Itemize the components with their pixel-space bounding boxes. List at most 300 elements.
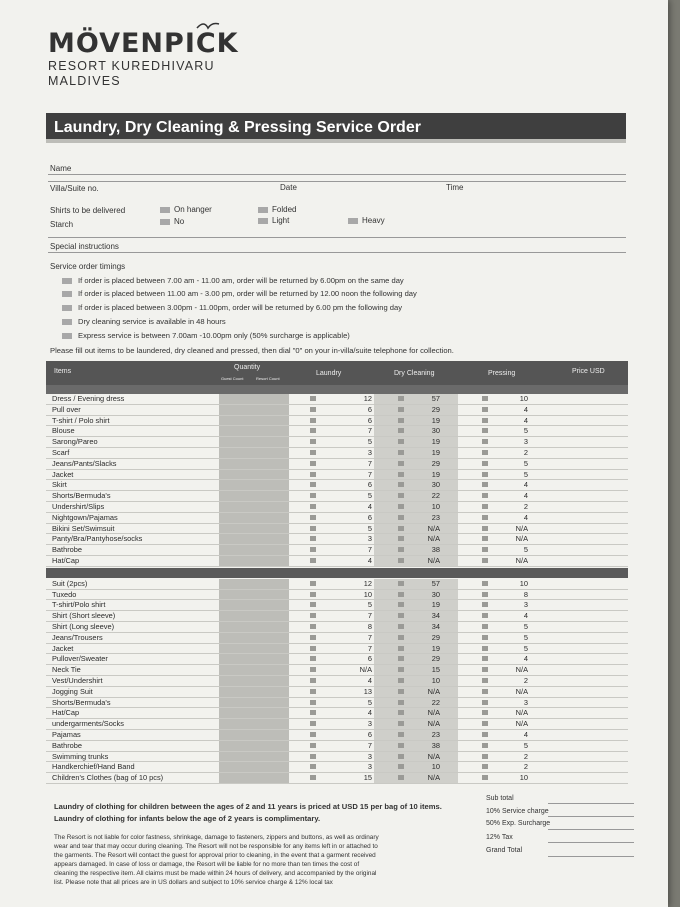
- checkbox-icon[interactable]: [482, 602, 488, 607]
- dry-cleaning-cell: [374, 491, 458, 501]
- laundry-price: 7: [367, 632, 372, 642]
- checkbox-icon[interactable]: [398, 515, 404, 520]
- order-table: [46, 361, 628, 784]
- col-quantity: Quantity: [234, 364, 261, 371]
- dry-cleaning-price: N/A: [427, 751, 440, 761]
- pressing-price: 2: [523, 762, 528, 772]
- item-name: Jacket: [52, 469, 74, 479]
- item-name: Children's Clothes (bag of 10 pcs): [52, 773, 164, 783]
- table-row: [46, 513, 628, 524]
- dry-cleaning-price: 10: [431, 762, 440, 772]
- checkbox-icon[interactable]: [482, 721, 488, 726]
- table-row: [46, 426, 628, 437]
- quantity-cell[interactable]: [219, 513, 289, 523]
- table-row: [46, 665, 628, 676]
- timing-text: If order is placed between 7.00 am - 11.00 am, order will be returned by 6.00pm on the same day: [78, 276, 404, 285]
- item-name: Suit (2pcs): [52, 578, 88, 588]
- checkbox-icon[interactable]: [482, 700, 488, 705]
- option-label: No: [174, 217, 185, 226]
- laundry-price: 5: [367, 697, 372, 707]
- checkbox-icon[interactable]: [398, 743, 404, 748]
- ladies-section: [46, 394, 628, 567]
- instruction-text: Please fill out items to be laundered, dry cleaned and pressed, then dial "0" on your in-villa/suite telephone for collection.: [50, 346, 454, 355]
- dry-cleaning-cell: [374, 762, 458, 772]
- laundry-price: 6: [367, 415, 372, 425]
- dry-cleaning-price: N/A: [427, 708, 440, 718]
- laundry-price: 3: [367, 751, 372, 761]
- checkbox-icon: [160, 207, 170, 213]
- shirts-folded-option[interactable]: [258, 205, 296, 214]
- table-row: [46, 600, 628, 611]
- checkbox-icon[interactable]: [398, 592, 404, 597]
- pressing-price: 10: [519, 578, 528, 588]
- express-option[interactable]: [62, 331, 350, 340]
- checkbox-icon[interactable]: [398, 439, 404, 444]
- quantity-cell[interactable]: [219, 502, 289, 512]
- dry-cleaning-price: N/A: [427, 686, 440, 696]
- quantity-cell[interactable]: [219, 448, 289, 458]
- laundry-price: 7: [367, 611, 372, 621]
- dry-cleaning-cell: [374, 405, 458, 415]
- checkbox-icon[interactable]: [482, 439, 488, 444]
- checkbox-icon[interactable]: [482, 482, 488, 487]
- dry-cleaning-price: N/A: [427, 719, 440, 729]
- shirts-hanger-option[interactable]: [160, 205, 212, 214]
- quantity-cell[interactable]: [219, 405, 289, 415]
- checkbox-icon[interactable]: [482, 472, 488, 477]
- item-name: undergarments/Socks: [52, 719, 124, 729]
- quantity-cell[interactable]: [219, 426, 289, 436]
- checkbox-icon[interactable]: [482, 581, 488, 586]
- service-charge-field[interactable]: [548, 816, 634, 817]
- item-name: Shirt (Short sleeve): [52, 611, 116, 621]
- children-note: Laundry of clothing for children between the ages of 2 and 11 years is priced at USD 15 per bag of 10 items.: [54, 802, 442, 811]
- laundry-price: 5: [367, 600, 372, 610]
- quantity-cell[interactable]: [219, 600, 289, 610]
- pressing-price: 2: [523, 675, 528, 685]
- checkbox-icon[interactable]: [482, 656, 488, 661]
- checkbox-icon[interactable]: [398, 493, 404, 498]
- brand-line1: RESORT KUREDHIVARU: [48, 59, 215, 73]
- quantity-cell[interactable]: [219, 590, 289, 600]
- subtotal-field[interactable]: [548, 803, 634, 804]
- checkbox-icon[interactable]: [482, 504, 488, 509]
- checkbox-icon[interactable]: [482, 428, 488, 433]
- checkbox-icon[interactable]: [482, 775, 488, 780]
- laundry-price: 7: [367, 469, 372, 479]
- checkbox-icon[interactable]: [398, 504, 404, 509]
- timing-text: If order is placed between 3.00pm - 11.00pm, order will be returned by 6.00 pm the following day: [78, 303, 403, 312]
- quantity-cell[interactable]: [219, 470, 289, 480]
- dry-cleaning-price: 10: [431, 675, 440, 685]
- checkbox-icon[interactable]: [398, 602, 404, 607]
- checkbox-icon[interactable]: [398, 775, 404, 780]
- pressing-price: 4: [523, 491, 528, 501]
- quantity-cell[interactable]: [219, 752, 289, 762]
- shirts-label: Shirts to be delivered: [50, 206, 126, 215]
- quantity-cell[interactable]: [219, 644, 289, 654]
- dry-cleaning-price: 19: [431, 600, 440, 610]
- item-name: Neck Tie: [52, 665, 81, 675]
- name-field[interactable]: [48, 174, 626, 175]
- timing-item: [62, 303, 402, 312]
- dry-cleaning-price: 29: [431, 458, 440, 468]
- dry-cleaning-cell: [374, 534, 458, 544]
- dry-cleaning-cell: [374, 611, 458, 621]
- item-name: Bikini Set/Swimsuit: [52, 523, 115, 533]
- table-row: [46, 741, 628, 752]
- dry-cleaning-cell: [374, 676, 458, 686]
- item-name: Panty/Bra/Pantyhose/socks: [52, 534, 143, 544]
- item-name: Jeans/Pants/Slacks: [52, 458, 117, 468]
- checkbox-icon[interactable]: [398, 526, 404, 531]
- quantity-cell[interactable]: [219, 698, 289, 708]
- dry-cleaning-price: 29: [431, 632, 440, 642]
- item-name: Shorts/Bermuda's: [52, 697, 111, 707]
- table-row: [46, 437, 628, 448]
- laundry-price: 7: [367, 545, 372, 555]
- laundry-price: 4: [367, 675, 372, 685]
- dry-cleaning-cell: [374, 654, 458, 664]
- checkbox-icon[interactable]: [398, 635, 404, 640]
- laundry-price: 6: [367, 512, 372, 522]
- item-name: T-shirt/Polo shirt: [52, 600, 106, 610]
- checkbox-icon: [62, 305, 72, 311]
- pressing-price: 5: [523, 469, 528, 479]
- checkbox-icon[interactable]: [482, 450, 488, 455]
- dry-cleaning-cell: [374, 579, 458, 589]
- dry-cleaning-cell: [374, 698, 458, 708]
- grand-total-label: Grand Total: [486, 847, 523, 854]
- dry-cleaning-cell: [374, 590, 458, 600]
- date-label: Date: [280, 183, 297, 192]
- quantity-cell[interactable]: [219, 622, 289, 632]
- quantity-cell[interactable]: [219, 534, 289, 544]
- laundry-price: 12: [363, 578, 372, 588]
- dry-cleaning-cell: [374, 741, 458, 751]
- checkbox-icon[interactable]: [482, 764, 488, 769]
- checkbox-icon[interactable]: [398, 646, 404, 651]
- dry-cleaning-cell: [374, 394, 458, 404]
- dry-cleaning-price: 38: [431, 545, 440, 555]
- checkbox-icon[interactable]: [398, 482, 404, 487]
- name-label: Name: [50, 164, 72, 173]
- laundry-price: 3: [367, 719, 372, 729]
- checkbox-icon[interactable]: [482, 418, 488, 423]
- item-name: Hat/Cap: [52, 708, 80, 718]
- item-name: Hat/Cap: [52, 555, 80, 565]
- table-row: [46, 416, 628, 427]
- pressing-price: 4: [523, 404, 528, 414]
- quantity-cell[interactable]: [219, 556, 289, 566]
- col-resort-count: Resort Count: [256, 376, 280, 381]
- checkbox-icon[interactable]: [398, 667, 404, 672]
- checkbox-icon[interactable]: [482, 613, 488, 618]
- item-name: Nightgown/Pajamas: [52, 512, 118, 522]
- pressing-price: 3: [523, 437, 528, 447]
- quantity-cell[interactable]: [219, 633, 289, 643]
- table-row: [46, 545, 628, 556]
- dry-cleaning-price: 30: [431, 589, 440, 599]
- checkbox-icon[interactable]: [398, 558, 404, 563]
- dry-cleaning-price: 30: [431, 426, 440, 436]
- checkbox-icon[interactable]: [398, 613, 404, 618]
- checkbox-icon[interactable]: [482, 743, 488, 748]
- laundry-price: 3: [367, 447, 372, 457]
- dry-cleaning-cell: [374, 426, 458, 436]
- checkbox-icon[interactable]: [482, 515, 488, 520]
- dry-cleaning-cell: [374, 470, 458, 480]
- dry-cleaning-cell: [374, 524, 458, 534]
- item-name: Tuxedo: [52, 589, 77, 599]
- checkbox-icon[interactable]: [398, 754, 404, 759]
- timing-text: Dry cleaning service is available in 48 hours: [78, 317, 226, 326]
- checkbox-icon[interactable]: [482, 667, 488, 672]
- quantity-cell[interactable]: [219, 676, 289, 686]
- dry-cleaning-cell: [374, 687, 458, 697]
- quantity-cell[interactable]: [219, 394, 289, 404]
- checkbox-icon[interactable]: [482, 592, 488, 597]
- table-row: [46, 730, 628, 741]
- gents-section: [46, 579, 628, 784]
- pressing-price: N/A: [515, 665, 528, 675]
- checkbox-icon[interactable]: [482, 493, 488, 498]
- section-band: [46, 385, 628, 394]
- table-header: [46, 361, 628, 385]
- starch-light-option[interactable]: [258, 216, 289, 225]
- laundry-price: 6: [367, 654, 372, 664]
- checkbox-icon[interactable]: [482, 635, 488, 640]
- dry-cleaning-cell: [374, 633, 458, 643]
- quantity-cell[interactable]: [219, 524, 289, 534]
- quantity-cell[interactable]: [219, 719, 289, 729]
- checkbox-icon[interactable]: [398, 396, 404, 401]
- pressing-price: N/A: [515, 686, 528, 696]
- time-label: Time: [446, 183, 464, 192]
- item-name: Shirt (Long sleeve): [52, 621, 115, 631]
- table-row: [46, 719, 628, 730]
- col-pressing: Pressing: [488, 370, 516, 377]
- item-name: Scarf: [52, 447, 70, 457]
- starch-label: Starch: [50, 220, 74, 229]
- table-row: [46, 448, 628, 459]
- pressing-price: 3: [523, 697, 528, 707]
- express-surcharge-field[interactable]: [548, 829, 634, 830]
- quantity-cell[interactable]: [219, 741, 289, 751]
- checkbox-icon[interactable]: [398, 581, 404, 586]
- quantity-cell[interactable]: [219, 665, 289, 675]
- pressing-price: 5: [523, 643, 528, 653]
- laundry-price: N/A: [359, 665, 372, 675]
- bird-icon: [196, 20, 220, 32]
- dry-cleaning-price: 30: [431, 480, 440, 490]
- table-row: [46, 698, 628, 709]
- tax-label: 12% Tax: [486, 834, 513, 841]
- laundry-price: 7: [367, 426, 372, 436]
- dry-cleaning-price: 22: [431, 697, 440, 707]
- villa-field[interactable]: [48, 181, 626, 182]
- checkbox-icon[interactable]: [482, 732, 488, 737]
- item-name: Jogging Suit: [52, 686, 93, 696]
- checkbox-icon: [62, 278, 72, 284]
- checkbox-icon[interactable]: [398, 461, 404, 466]
- pressing-price: 2: [523, 447, 528, 457]
- dry-cleaning-price: 34: [431, 621, 440, 631]
- dry-cleaning-price: 57: [431, 578, 440, 588]
- dry-cleaning-price: 57: [431, 394, 440, 403]
- dry-cleaning-cell: [374, 600, 458, 610]
- section-separator: [46, 568, 628, 578]
- checkbox-icon[interactable]: [482, 547, 488, 552]
- laundry-price: 6: [367, 404, 372, 414]
- starch-no-option[interactable]: [160, 217, 184, 226]
- checkbox-icon[interactable]: [398, 732, 404, 737]
- timings-title: Service order timings: [50, 262, 126, 271]
- laundry-price: 15: [363, 773, 372, 783]
- checkbox-icon[interactable]: [398, 689, 404, 694]
- laundry-price: 4: [367, 501, 372, 511]
- quantity-cell[interactable]: [219, 437, 289, 447]
- col-price: Price USD: [572, 368, 605, 375]
- item-name: Jacket: [52, 643, 74, 653]
- pressing-price: 4: [523, 654, 528, 664]
- option-label: Heavy: [362, 216, 385, 225]
- checkbox-icon[interactable]: [482, 526, 488, 531]
- pressing-price: N/A: [515, 708, 528, 718]
- laundry-price: 5: [367, 523, 372, 533]
- dry-cleaning-price: 29: [431, 404, 440, 414]
- dry-cleaning-cell: [374, 752, 458, 762]
- col-items: Items: [54, 368, 72, 375]
- item-name: Pajamas: [52, 729, 81, 739]
- pressing-price: N/A: [515, 534, 528, 544]
- quantity-cell[interactable]: [219, 545, 289, 555]
- checkbox-icon[interactable]: [398, 624, 404, 629]
- checkbox-icon[interactable]: [398, 428, 404, 433]
- pressing-price: 3: [523, 600, 528, 610]
- grand-total-field[interactable]: [548, 856, 634, 857]
- laundry-price: 6: [367, 729, 372, 739]
- special-field[interactable]: [48, 252, 626, 253]
- quantity-cell[interactable]: [219, 459, 289, 469]
- checkbox-icon[interactable]: [482, 536, 488, 541]
- brand-name: MÖVENPICK: [48, 28, 239, 59]
- checkbox-icon[interactable]: [398, 536, 404, 541]
- brand-line2: MALDIVES: [48, 74, 121, 88]
- laundry-price: 3: [367, 534, 372, 544]
- pressing-price: 4: [523, 611, 528, 621]
- pressing-price: N/A: [515, 555, 528, 565]
- checkbox-icon[interactable]: [482, 558, 488, 563]
- checkbox-icon[interactable]: [398, 450, 404, 455]
- item-name: Jeans/Trousers: [52, 632, 103, 642]
- starch-heavy-option[interactable]: [348, 216, 385, 225]
- pressing-price: 4: [523, 415, 528, 425]
- checkbox-icon[interactable]: [482, 624, 488, 629]
- table-row: [46, 611, 628, 622]
- dry-cleaning-cell: [374, 416, 458, 426]
- table-row: [46, 773, 628, 784]
- checkbox-icon[interactable]: [398, 472, 404, 477]
- table-row: [46, 502, 628, 513]
- pressing-price: 4: [523, 512, 528, 522]
- quantity-cell[interactable]: [219, 708, 289, 718]
- item-name: Shorts/Bermuda's: [52, 491, 111, 501]
- table-row: [46, 762, 628, 773]
- checkbox-icon[interactable]: [482, 754, 488, 759]
- quantity-cell[interactable]: [219, 416, 289, 426]
- table-row: [46, 708, 628, 719]
- checkbox-icon[interactable]: [398, 678, 404, 683]
- checkbox-icon[interactable]: [482, 461, 488, 466]
- dry-cleaning-price: N/A: [427, 773, 440, 783]
- checkbox-icon[interactable]: [482, 678, 488, 683]
- checkbox-icon[interactable]: [398, 418, 404, 423]
- quantity-cell[interactable]: [219, 687, 289, 697]
- quantity-cell[interactable]: [219, 654, 289, 664]
- item-name: Undershirt/Slips: [52, 501, 105, 511]
- pressing-price: N/A: [515, 719, 528, 729]
- dry-cleaning-price: N/A: [427, 534, 440, 544]
- dry-cleaning-price: 29: [431, 654, 440, 664]
- service-charge-label: 10% Service charge: [486, 808, 549, 815]
- timing-item: [62, 317, 226, 326]
- laundry-price: 6: [367, 480, 372, 490]
- quantity-cell[interactable]: [219, 480, 289, 490]
- dry-cleaning-price: 19: [431, 469, 440, 479]
- dry-cleaning-price: 23: [431, 512, 440, 522]
- quantity-cell[interactable]: [219, 773, 289, 783]
- timing-item: [62, 276, 404, 285]
- pressing-price: 5: [523, 545, 528, 555]
- dry-cleaning-cell: [374, 480, 458, 490]
- checkbox-icon[interactable]: [482, 407, 488, 412]
- checkbox-icon[interactable]: [398, 407, 404, 412]
- tax-field[interactable]: [548, 842, 634, 843]
- dry-cleaning-cell: [374, 665, 458, 675]
- item-name: Pull over: [52, 404, 81, 414]
- laundry-price: 7: [367, 740, 372, 750]
- quantity-cell[interactable]: [219, 611, 289, 621]
- quantity-cell[interactable]: [219, 762, 289, 772]
- dry-cleaning-cell: [374, 730, 458, 740]
- table-row: [46, 470, 628, 481]
- divider: [48, 237, 626, 238]
- table-row: [46, 459, 628, 470]
- checkbox-icon[interactable]: [398, 710, 404, 715]
- checkbox-icon[interactable]: [482, 689, 488, 694]
- checkbox-icon[interactable]: [398, 700, 404, 705]
- quantity-cell[interactable]: [219, 491, 289, 501]
- checkbox-icon[interactable]: [482, 396, 488, 401]
- dry-cleaning-price: 22: [431, 491, 440, 501]
- col-laundry: Laundry: [316, 370, 342, 377]
- dry-cleaning-cell: [374, 708, 458, 718]
- laundry-price: 4: [367, 708, 372, 718]
- timing-text: Express service is between 7.00am -10.00pm only (50% surcharge is applicable): [78, 331, 350, 340]
- timing-item: [62, 289, 417, 298]
- pressing-price: 10: [519, 773, 528, 783]
- dry-cleaning-price: 23: [431, 729, 440, 739]
- checkbox-icon[interactable]: [482, 646, 488, 651]
- checkbox-icon[interactable]: [398, 721, 404, 726]
- quantity-cell[interactable]: [219, 730, 289, 740]
- checkbox-icon[interactable]: [398, 547, 404, 552]
- checkbox-icon[interactable]: [398, 656, 404, 661]
- checkbox-icon[interactable]: [482, 710, 488, 715]
- quantity-cell[interactable]: [219, 579, 289, 589]
- checkbox-icon[interactable]: [398, 764, 404, 769]
